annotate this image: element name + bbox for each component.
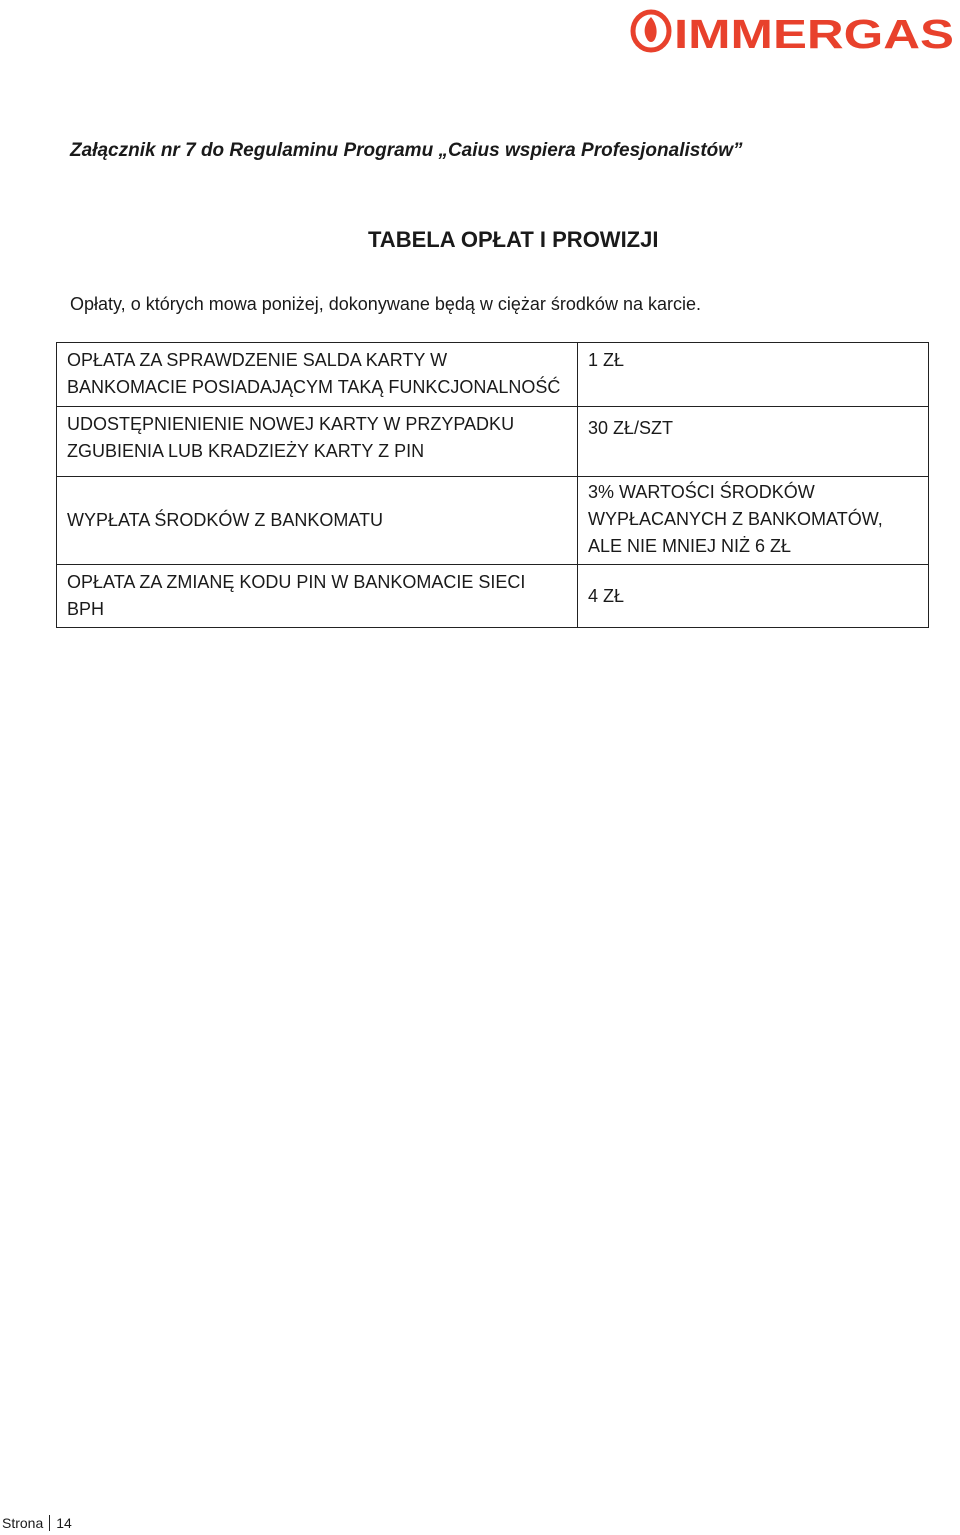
immergas-logo-graphic: [630, 8, 956, 54]
fee-description: OPŁATA ZA ZMIANĘ KODU PIN W BANKOMACIE SIECI BPH: [57, 565, 578, 628]
fee-amount: 3% WARTOŚCI ŚRODKÓW WYPŁACANYCH Z BANKOMATÓW, ALE NIE MNIEJ NIŻ 6 ZŁ: [578, 477, 929, 565]
footer-divider: [49, 1515, 50, 1531]
fee-amount: 30 ZŁ/SZT: [578, 407, 929, 477]
intro-text: Opłaty, o których mowa poniżej, dokonywane będą w ciężar środków na karcie.: [70, 294, 701, 314]
page-title: TABELA OPŁAT I PROWIZJI: [368, 227, 659, 252]
immergas-logo: [630, 8, 956, 54]
page-number: 14: [56, 1515, 72, 1531]
fee-description: WYPŁATA ŚRODKÓW Z BANKOMATU: [57, 477, 578, 565]
page-footer: [2, 1515, 72, 1531]
annex-title: Załącznik nr 7 do Regulaminu Programu „Caius wspiera Profesjonalistów”: [70, 140, 743, 161]
fee-description: OPŁATA ZA SPRAWDZENIE SALDA KARTY W BANKOMACIE POSIADAJĄCYM TAKĄ FUNKCJONALNOŚĆ: [57, 343, 578, 407]
fee-amount: 4 ZŁ: [578, 565, 929, 628]
page-label: Strona: [2, 1515, 44, 1531]
fee-description: UDOSTĘPNIENIENIE NOWEJ KARTY W PRZYPADKU ZGUBIENIA LUB KRADZIEŻY KARTY Z PIN: [57, 407, 578, 477]
table-row: [57, 477, 929, 565]
table-row: [57, 407, 929, 477]
table-row: [57, 565, 929, 628]
logo-flame-icon: [633, 12, 669, 50]
fee-table: [56, 342, 929, 628]
logo-wordmark: IMMERGAS: [674, 11, 954, 54]
fee-amount: 1 ZŁ: [578, 343, 929, 407]
table-row: [57, 343, 929, 407]
